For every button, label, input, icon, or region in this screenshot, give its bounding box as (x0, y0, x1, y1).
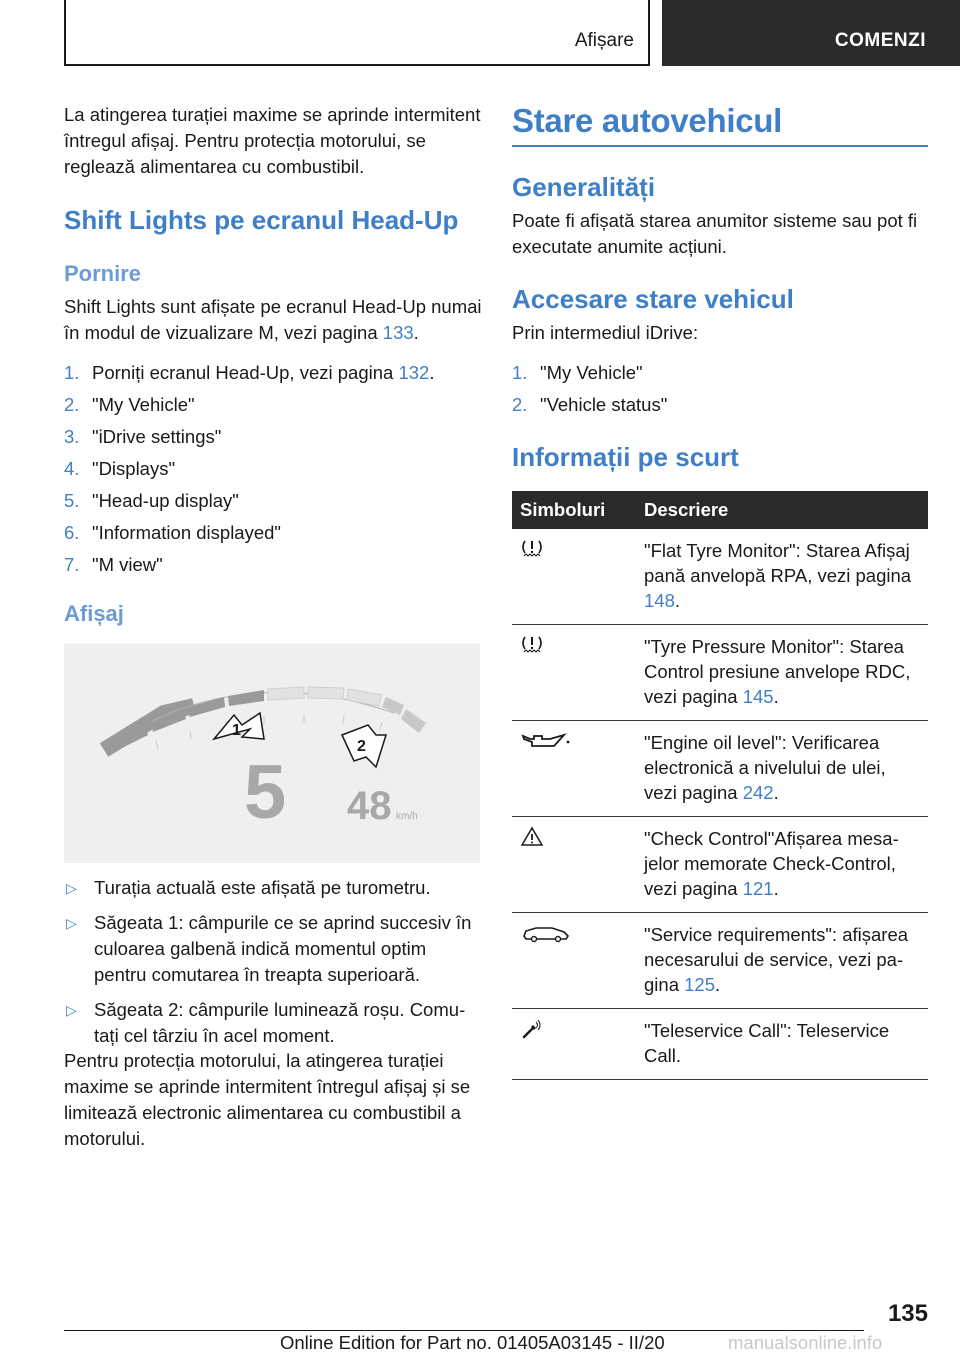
watermark: manualsonline.info (728, 1332, 883, 1353)
description-text: "Service requirements": afișarea necesarului de service, vezi pagina (644, 924, 909, 995)
bullet-triangle-icon: ▷ (66, 1002, 77, 1018)
description-text: "Check Control"Afișarea mesajelor memorate Check-Control, vezi pagina (644, 828, 899, 899)
bullet-text: Săgeata 2: câmpurile luminează roșu. Comutați cel târziu în acel moment. (94, 999, 466, 1046)
pornire-text: Shift Lights sunt afișate pe ecranul Head-Up numai în modul de vizualizare M, vezi pagina (64, 296, 482, 343)
teleservice-wrench-icon (520, 1018, 544, 1046)
list-item (64, 360, 482, 386)
symbol-cell (512, 529, 636, 625)
figure-bullets-list (64, 875, 482, 1058)
setup-steps-list (64, 360, 482, 584)
symbol-cell (512, 817, 636, 913)
step-text: "Displays" (92, 458, 176, 479)
description-cell (636, 625, 928, 721)
step-number: 5. (64, 490, 80, 511)
description-cell (636, 529, 928, 625)
table-header-description: Descriere (636, 491, 928, 529)
access-steps-list (512, 360, 928, 424)
step-number: 7. (64, 554, 80, 575)
bullet-text: Săgeata 1: câmpurile ce se aprind succesiv în culoarea galbenă indică momentul optim pentru comutarea în treapta superioară. (94, 912, 472, 985)
description-cell (636, 913, 928, 1009)
symbol-cell (512, 625, 636, 721)
step-text: "Vehicle status" (540, 394, 668, 415)
symbol-cell (512, 1009, 636, 1080)
list-item (64, 520, 482, 546)
step-number: 1. (512, 362, 528, 383)
list-item (64, 552, 482, 578)
table-row (512, 913, 928, 1009)
shift-lights-heading: Shift Lights pe ecranul Head-Up (64, 205, 459, 235)
info-heading: Informații pe scurt (512, 442, 739, 472)
list-item (512, 360, 928, 386)
pornire-heading: Pornire (64, 261, 142, 286)
table-row (512, 625, 928, 721)
list-item (64, 488, 482, 514)
step-number: 2. (64, 394, 80, 415)
step-text: Porniți ecranul Head-Up, vezi pagina (92, 362, 399, 383)
table-row (512, 817, 928, 913)
list-item (64, 392, 482, 418)
description-text: "Flat Tyre Monitor": Starea Afișaj pană anvelopă RPA, vezi pagina (644, 540, 912, 586)
step-number: 2. (512, 394, 528, 415)
description-suffix: . (773, 686, 779, 707)
step-text: "My Vehicle" (92, 394, 195, 415)
table-header-symbols: Simboluri (512, 491, 636, 529)
shift-lights-illustration (64, 643, 480, 863)
step-text: "M view" (92, 554, 163, 575)
bullet-item (64, 997, 482, 1049)
service-car-icon (520, 922, 572, 950)
page-link[interactable]: 242 (742, 782, 774, 803)
header-section-label: Afișare (574, 30, 634, 51)
step-text: "Information displayed" (92, 522, 281, 543)
closing-paragraph: Pentru protecția motorului, la atingerea turației maxime se aprinde intermitent întregul afișaj și se limitează electronic alimentarea cu combustibil a motorului. (64, 1050, 471, 1149)
page-link[interactable]: 148 (644, 590, 675, 611)
page-link-133[interactable]: 133 (382, 322, 414, 343)
list-item (64, 424, 482, 450)
symbol-cell (512, 913, 636, 1009)
symbols-table (512, 491, 928, 1080)
gear-indicator: 5 (244, 750, 287, 835)
tyre-warning-icon (520, 538, 544, 564)
step-suffix: . (429, 362, 435, 383)
list-item (64, 456, 482, 482)
tyre-warning-icon (520, 634, 544, 660)
description-suffix: . (715, 974, 721, 995)
step-number: 6. (64, 522, 80, 543)
step-text: "My Vehicle" (540, 362, 643, 383)
page-link[interactable]: 145 (742, 686, 774, 707)
bullet-item (64, 875, 482, 901)
arrow-1-label: 1 (232, 722, 241, 739)
access-heading: Accesare stare vehicul (512, 284, 794, 314)
footer-edition: Online Edition for Part no. 01405A03145 - II/20 (280, 1332, 665, 1353)
bullet-text: Turația actuală este afișată pe turometru. (94, 877, 431, 898)
title-rule (512, 145, 928, 147)
step-text: "iDrive settings" (92, 426, 222, 447)
description-cell (636, 1009, 928, 1080)
warning-triangle-icon (520, 826, 544, 854)
speed-readout: 48 (347, 784, 392, 828)
description-suffix: . (773, 878, 779, 899)
pornire-paragraph: Shift Lights sunt afișate pe ecranul Head-Up numai în modul de vizualizare M, vezi pagina 133. (64, 296, 482, 343)
description-cell (636, 817, 928, 913)
header-chapter-tab (662, 0, 960, 66)
shift-lights-figure (64, 643, 480, 863)
header-section-tab (64, 0, 650, 66)
description-suffix: . (773, 782, 779, 803)
table-row (512, 721, 928, 817)
bullet-triangle-icon: ▷ (66, 915, 77, 931)
step-number: 1. (64, 362, 80, 383)
arrow-2-label: 2 (357, 738, 366, 755)
general-paragraph: Poate fi afișată starea anumitor sisteme sau pot fi executate anumite acțiuni. (512, 210, 918, 257)
table-row (512, 529, 928, 625)
list-item (512, 392, 928, 418)
speed-unit: km/h (396, 811, 418, 822)
afisaj-heading: Afișaj (64, 601, 124, 626)
general-heading: Generalități (512, 172, 656, 202)
page-link[interactable]: 121 (742, 878, 774, 899)
page-number: 135 (887, 1300, 928, 1327)
step-text: "Head-up display" (92, 490, 239, 511)
intro-paragraph: La atingerea turației maxime se aprinde intermitent întregul afișaj. Pentru protecția motorului, se reglează alimentarea cu combustibil. (64, 104, 481, 177)
symbol-cell (512, 721, 636, 817)
description-text: "Tyre Pressure Monitor": Starea Control presiune anvelope RDC, vezi pagina (644, 636, 911, 707)
header-chapter-label: COMENZI (834, 30, 926, 51)
table-header-row (512, 491, 928, 529)
page-link[interactable]: 125 (684, 974, 715, 995)
table-row (512, 1009, 928, 1080)
bullet-item (64, 910, 482, 988)
description-suffix: . (674, 590, 681, 611)
bullet-triangle-icon: ▷ (66, 880, 77, 896)
step-number: 3. (64, 426, 80, 447)
description-text: "Engine oil level": Verificarea electronică a nivelului de ulei, vezi pagina (644, 732, 886, 803)
description-cell (636, 721, 928, 817)
description-text: "Teleservice Call": Teleservice Call. (644, 1020, 890, 1066)
page-link[interactable]: 132 (398, 362, 430, 383)
oil-can-icon (520, 730, 572, 756)
access-paragraph: Prin intermediul iDrive: (512, 322, 699, 343)
arrow-1-marker (214, 713, 264, 739)
arrow-2-marker (342, 725, 386, 767)
page-title: Stare autovehicul (512, 102, 782, 139)
footer-rule (64, 1330, 864, 1331)
step-number: 4. (64, 458, 80, 479)
